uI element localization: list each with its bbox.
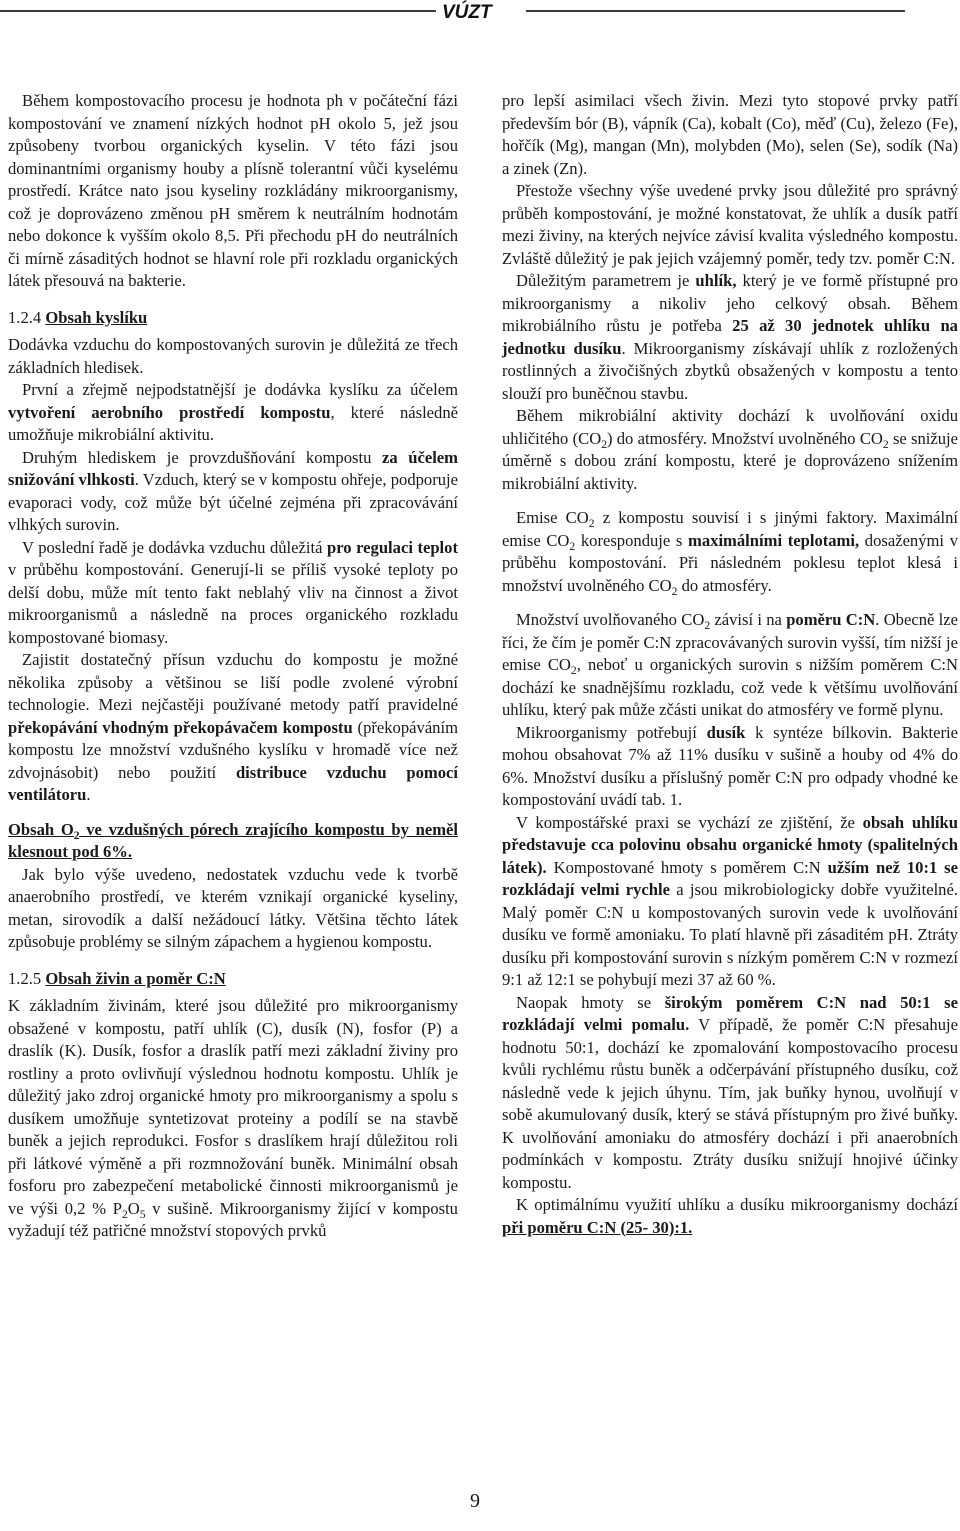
- paragraph-carbon-nitrogen: Přestože všechny výše uvedené prvky jsou důležité pro správný průběh kompostování, je možné konstatovat, že uhlík a dusík patří mezi živiny, na kterých nejvíce závisí kvalita výsledného kompostu. Zvláště důležitý je pak jejich vzájemný poměr, tedy tzv. poměr C:N.: [502, 181, 958, 268]
- paragraph-anaerobic: Jak bylo výše uvedeno, nedostatek vzduchu vede k tvorbě anaerobního prostředí, ve kterém vznikají organické kyseliny, metan, sirovodík a další nežádoucí látky. Většina těchto látek způsobuje problémy se silným zápachem a hygienou kompostu.: [8, 864, 458, 951]
- page-header: [0, 0, 960, 36]
- paragraph-nitrogen: Mikroorganismy potřebují dusík k syntéze bílkovin. Bakterie mohou obsahovat 7% až 11% dusíku v sušině a houby od 4% do 6%. Množství dusíku a příslušný poměr C:N pro odpady vhodné ke kompostování uvádí tab. 1.: [502, 722, 958, 809]
- paragraph-trace-elements: pro lepší asimilaci všech živin. Mezi tyto stopové prvky patří především bór (B), vápník (Ca), kobalt (Co), měď (Cu), železo (Fe), hořčík (Mg), mangan (Mn), molybden (Mo), selen (Se), sodík (Na) a zinek (Zn).: [502, 91, 958, 178]
- section-title: Obsah živin a poměr C:N: [45, 968, 226, 988]
- paragraph-ph: Během kompostovacího procesu je hodnota ph v počáteční fázi kompostování ve znamení nízkých hodnot pH okolo 5, jež jsou způsobeny tvorbou organických kyselin. V této fázi jsou dominantními organismy houby a plísně tolerantní vůči kyselému prostředí. Krátce nato jsou kyseliny rozkládány mikroorganismy, což je doprovázeno změnou pH směrem k neutrálním hodnotám nebo dokonce k vyšším okolo 8,5. Při přechodu pH do neutrálních či mírně zásaditých hodnot se hlavní role při rozkladu organických látek přesouvá na bakterie.: [8, 91, 458, 290]
- right-column: [502, 90, 958, 1239]
- paragraph-oxygen-methods: Zajistit dostatečný přísun vzduchu do kompostu je možné několika způsoby a většinou se liší podle zvolené výrobní technologie. Mezi nejčastěji používané metody patří pravidelné překopávání vhodným překopávačem kompostu (překopáváním kompostu lze množství vzdušného kyslíku v hromadě více než zdvojnásobit) nebo použití distribuce vzduchu pomocí ventilátoru.: [8, 650, 458, 804]
- paragraph-co2-emission: Emise $CO_2$ z kompostu souvisí i s jinými faktory. Maximální emise $CO_2$ koresponduje s maximálními teplotami, dosaženými v průběhu kompostování. Při následném poklesu teplot klesá i množství uvolněného $CO_2$ do atmosféry.: [502, 508, 958, 598]
- oxygen-limit-statement: Obsah $O_2$ ve vzdušných pórech zrajícího kompostu by neměl klesnout pod 6%.: [8, 819, 458, 861]
- section-heading-1-2-5: [8, 968, 458, 991]
- paragraph-oxygen-intro: Dodávka vzduchu do kompostovaných surovin je důležitá ze třech základních hledisek.: [8, 335, 458, 377]
- section-heading-1-2-4: [8, 307, 458, 330]
- paragraph-optimal-ratio: K optimálnímu využití uhlíku a dusíku mikroorganismy dochází při poměru C:N (25- 30):1.: [502, 1195, 958, 1237]
- paragraph-cn-ratio: Množství uvolňovaného $CO_2$ závisí i na poměru C:N. Obecně lze říci, že čím je poměr C:N zpracovávaných surovin vyšší, tím nižší je emise $CO_2$, neboť u organických surovin s nižším poměrem C:N dochází ke snadnějšímu rozkladu, což vede k většímu uvolňování uhlíku, který pak může zčásti unikat do atmosféry ve formě plynu.: [502, 610, 958, 719]
- paragraph-carbon: Důležitým parametrem je uhlík, který je ve formě přístupné pro mikroorganismy a nikoliv jeho celkový obsah. Během mikrobiálního růstu je potřeba 25 až 30 jednotek uhlíku na jednotku dusíku. Mikroorganismy získávají uhlík z rozložených rostlinných a živočišných zbytků obsažených v kompostu a tento slouží pro buněčnou stavbu.: [502, 271, 958, 403]
- vuzt-logo: [436, 0, 526, 24]
- left-column: [8, 90, 458, 1243]
- section-number: 1.2.5: [8, 968, 46, 988]
- section-title: Obsah kyslíku: [45, 307, 148, 327]
- paragraph-oxygen-third: V poslední řadě je dodávka vzduchu důležitá pro regulaci teplot v průběhu kompostování. Generují-li se příliš vysoké teploty po delší dobu, může mít tento fakt neblahý vliv na činnost a život mikroorganismů a následně na proces organického rozkladu kompostované biomasy.: [8, 537, 458, 647]
- paragraph-co2-release: Během mikrobiální aktivity dochází k uvolňování oxidu uhličitého $(CO_2)$ do atmosféry. Množství uvolněného $CO_2$ se snižuje úměrně s dobou zrání kompostu, které je doprovázeno snížením mikrobiální aktivity.: [502, 406, 959, 493]
- paragraph-oxygen-second: Druhým hlediskem je provzdušňování kompostu za účelem snižování vlhkosti. Vzduch, který se v kompostu ohřeje, podporuje evaporaci vody, což může být účelné zejména při zpracovávání vlhkých surovin.: [8, 447, 459, 534]
- paragraph-wide-ratio: Naopak hmoty se širokým poměrem C:N nad 50:1 se rozkládají velmi pomalu. V případě, že poměr C:N přesahuje hodnotu 50:1, dochází ke zpomalování kompostovacího procesu kvůli rychlému růstu buněk a odčerpávání přístupného dusíku, což následně vede k jejich úhynu. Tím, jak buňky hynou, uvolňují v sobě akumulovaný dusík, který se stává přístupným pro živé buňky. K uvolňování amoniaku do atmosféry dochází i při anaerobních podmínkách v kompostu. Ztráty dusíku snižují hnojivé účinky kompostu.: [502, 992, 958, 1192]
- paragraph-practice: V kompostářské praxi se vychází ze zjištění, že obsah uhlíku představuje cca polovinu obsahu organické hmoty (spalitelných látek). Kompostované hmoty s poměrem C:N užším než 10:1 se rozkládají velmi rychle a jsou mikrobiologicky dobře využitelné. Malý poměr C:N u kompostovaných surovin vede k uvolňování dusíku ve formě amoniaku. To platí hlavně při zásaditém pH. Ztráty dusíku při kompostování surovin s nízkým poměrem C:N v rozmezí 9:1 až 12:1 se pohybují mezi 37 až 60 %.: [502, 812, 959, 989]
- paragraph-oxygen-first: První a zřejmě nejpodstatnější je dodávka kyslíku za účelem vytvoření aerobního prostředí kompostu, které následně umožňuje mikrobiální aktivitu.: [8, 380, 458, 444]
- page-number: 9: [470, 1490, 480, 1512]
- svg-text:VÚZT: VÚZT: [442, 2, 492, 23]
- paragraph-nutrients: K základním živinám, které jsou důležité pro mikroorganismy obsažené v kompostu, patří uhlík (C), dusík (N), fosfor (P) a draslík (K). Dusík, fosfor a draslík patří mezi základní živiny pro rostliny a proto ovlivňují výslednou hodnotu kompostu. Uhlík je důležitý jako zdroj organické hmoty pro mikroorganismy a spolu s dusíkem umožňuje syntetizovat proteiny a podílí se na stavbě buněk a jejich reprodukci. Fosfor s draslíkem hrají důležitou roli při látkové výměně a při rozmnožování buněk. Minimální obsah fosforu pro zabezpečení metabolické činnosti mikroorganismů je ve výši 0,2 % $P_2O_5$ v sušině. Mikroorganismy žijící v kompostu vyžadují též patřičné množství stopových prvků: [8, 996, 458, 1240]
- section-number: 1.2.4: [8, 307, 46, 327]
